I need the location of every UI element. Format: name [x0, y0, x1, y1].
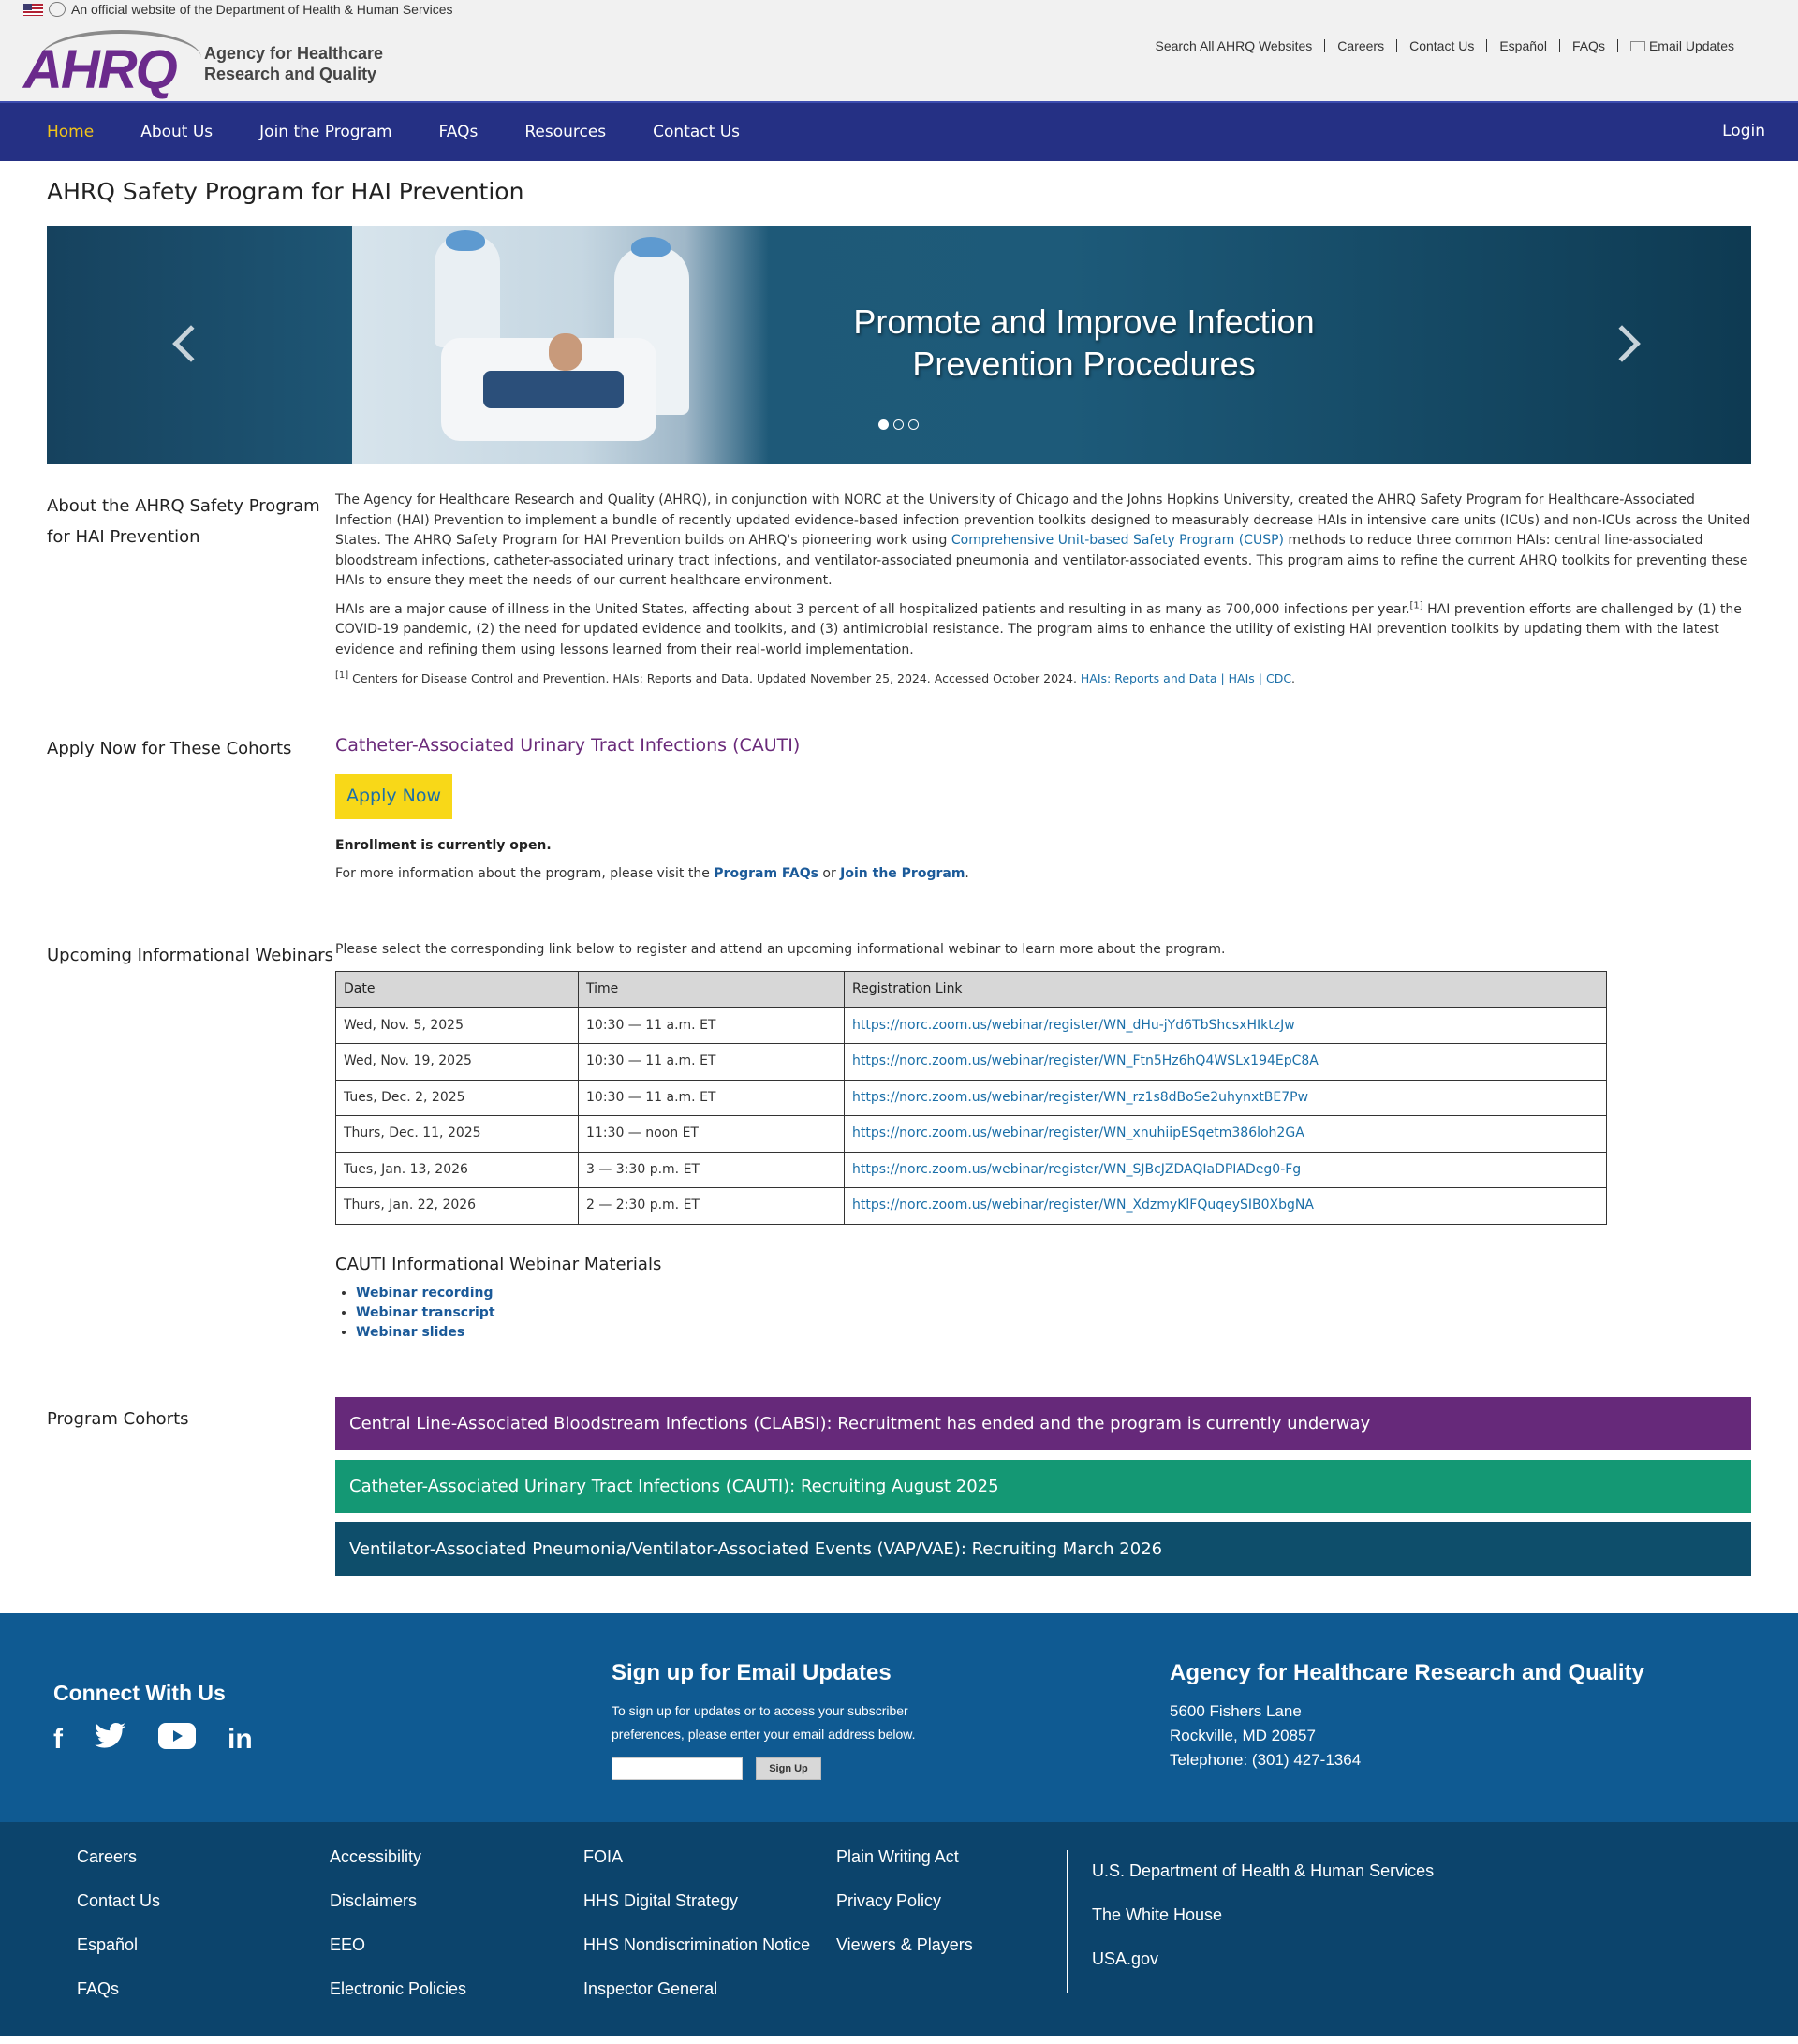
- enrollment-status: Enrollment is currently open.: [335, 837, 552, 853]
- table-row: [336, 1080, 1607, 1116]
- webinars-section: [47, 940, 1751, 1344]
- webinar-date: Thurs, Dec. 11, 2025: [336, 1116, 579, 1153]
- email-updates-label: Email Updates: [1648, 38, 1734, 53]
- telephone: Telephone: (301) 427-1364: [1170, 1751, 1362, 1769]
- logo-text: AHRQ: [23, 39, 176, 100]
- column-header-date: Date: [336, 972, 579, 1008]
- cohort-bar-clabsi[interactable]: Central Line-Associated Bloodstream Infections (CLABSI): Recruitment has ended and the program is currently underway: [335, 1397, 1751, 1450]
- more-info-before: For more information about the program, please visit the: [335, 866, 715, 881]
- footer-link-electronic-policies[interactable]: Electronic Policies: [330, 1979, 467, 1998]
- nav-join-program[interactable]: Join the Program: [259, 123, 392, 141]
- webinar-date: Wed, Nov. 19, 2025: [336, 1044, 579, 1081]
- nav-faqs[interactable]: FAQs: [438, 123, 479, 141]
- footer-link-contact[interactable]: Contact Us: [77, 1891, 161, 1910]
- about-paragraph-2: [335, 600, 1751, 661]
- us-flag-icon: [23, 4, 43, 16]
- about-p2-text-end: HAI prevention efforts are challenged by (1) the COVID-19 pandemic, (2) the need for updated evidence and toolkits, and (3) antimicrobial resistance. The program aims to enhance the utility of existing HAI prevention toolkits by updating them with the latest evidence and refining them using lessons learned from their real-world implementation.: [335, 601, 1742, 657]
- ahrq-logo[interactable]: [23, 28, 384, 100]
- nav-home[interactable]: Home: [47, 123, 95, 141]
- agency-contact: [1170, 1660, 1644, 1772]
- carousel-indicators: [878, 419, 919, 430]
- cohorts-content: [335, 1397, 1751, 1585]
- footnote-ref[interactable]: [1]: [1409, 599, 1423, 610]
- hero-figure: [435, 235, 500, 347]
- about-p1-text-end: methods to reduce three common HAIs: central line-associated bloodstream infections, catheter-associated urinary tract infections, and ventilator-associated pneumonia and ventilator-associated events. This program aims to refine the current AHRQ toolkits for preventing these HAIs to ensure they meet the needs of our current healthcare environment.: [335, 533, 1748, 588]
- list-item: [356, 1284, 1751, 1303]
- util-link-contact[interactable]: Contact Us: [1396, 39, 1486, 52]
- footer-link-usa-gov[interactable]: USA.gov: [1092, 1949, 1159, 1968]
- table-row: [336, 1044, 1607, 1081]
- nav-about-us[interactable]: About Us: [140, 123, 214, 141]
- webinar-date: Wed, Nov. 5, 2025: [336, 1007, 579, 1044]
- connect-section: [53, 1681, 253, 1757]
- cusp-link[interactable]: Comprehensive Unit-based Safety Program (CUSP): [951, 533, 1284, 548]
- program-faqs-link[interactable]: Program FAQs: [714, 866, 818, 881]
- utility-nav: [1142, 39, 1746, 52]
- util-link-faqs[interactable]: FAQs: [1559, 39, 1617, 52]
- list-item: [356, 1323, 1751, 1343]
- apply-content: [335, 733, 1751, 893]
- registration-link[interactable]: https://norc.zoom.us/webinar/register/WN_rz1s8dBoSe2uhynxtBE7Pw: [852, 1089, 1309, 1105]
- webinar-time: 3 — 3:30 p.m. ET: [579, 1152, 845, 1188]
- cohort-bar-cauti[interactable]: Catheter-Associated Urinary Tract Infections (CAUTI): Recruiting August 2025: [335, 1460, 1751, 1513]
- table-row: [336, 1152, 1607, 1188]
- twitter-icon[interactable]: [95, 1723, 126, 1757]
- signup-text: To sign up for updates or to access your subscriber preferences, please enter your email address below.: [612, 1703, 916, 1742]
- facebook-icon[interactable]: f: [53, 1724, 63, 1755]
- envelope-icon: [1630, 41, 1645, 51]
- social-links: [53, 1723, 253, 1757]
- about-paragraph-1: [335, 491, 1751, 592]
- cdc-link[interactable]: HAIs: Reports and Data | HAIs | CDC: [1080, 671, 1292, 685]
- carousel-next-icon[interactable]: [1603, 325, 1641, 362]
- hero-caption-line-1: Promote and Improve Infection: [853, 302, 1315, 341]
- agency-line-2: Research and Quality: [204, 65, 377, 83]
- footer-link-faqs[interactable]: FAQs: [77, 1979, 120, 1998]
- footer-link-inspector-general[interactable]: Inspector General: [583, 1979, 718, 1998]
- footer-link-hhs-digital[interactable]: HHS Digital Strategy: [583, 1891, 739, 1910]
- footer-link-privacy[interactable]: Privacy Policy: [836, 1891, 942, 1910]
- more-info-or: or: [818, 866, 841, 881]
- util-link-email-updates[interactable]: [1617, 39, 1746, 52]
- join-program-link[interactable]: Join the Program: [840, 866, 965, 881]
- util-link-espanol[interactable]: Español: [1486, 39, 1559, 52]
- ahrq-logo-mark: [23, 28, 187, 100]
- footer-column-2: [330, 1846, 466, 1999]
- footer-link-plain-writing[interactable]: Plain Writing Act: [836, 1847, 959, 1866]
- footer-column-1: [77, 1846, 160, 1999]
- agency-name: [204, 43, 383, 84]
- materials-list: [335, 1284, 1751, 1343]
- signup-title: Sign up for Email Updates: [612, 1660, 892, 1685]
- more-info-text: [335, 864, 1751, 885]
- footer-link-eeo[interactable]: EEO: [330, 1935, 366, 1954]
- cohort-bar-vap-vae[interactable]: Ventilator-Associated Pneumonia/Ventilator-Associated Events (VAP/VAE): Recruiting March 2026: [335, 1522, 1751, 1576]
- webinar-slides-link[interactable]: Webinar slides: [356, 1325, 465, 1340]
- table-row: [336, 1007, 1607, 1044]
- about-section: [47, 491, 1751, 698]
- footer-link-viewers[interactable]: Viewers & Players: [836, 1935, 973, 1954]
- more-info-end: .: [965, 866, 969, 881]
- agency-footer-title: Agency for Healthcare Research and Quality: [1170, 1660, 1644, 1685]
- youtube-shape: [158, 1723, 196, 1749]
- twitter-bird-shape: [95, 1723, 126, 1749]
- webinar-time: 2 — 2:30 p.m. ET: [579, 1188, 845, 1225]
- footer-link-accessibility[interactable]: Accessibility: [330, 1847, 422, 1866]
- materials-title: CAUTI Informational Webinar Materials: [335, 1254, 662, 1274]
- webinars-intro: Please select the corresponding link below to register and attend an upcoming informational webinar to learn more about the program.: [335, 941, 1226, 957]
- webinar-time: 10:30 — 11 a.m. ET: [579, 1007, 845, 1044]
- footer-divider: [1067, 1850, 1068, 1993]
- footer-link-disclaimers[interactable]: Disclaimers: [330, 1891, 418, 1910]
- table-header-row: [336, 972, 1607, 1008]
- signup-form: [612, 1757, 930, 1780]
- webinars-content: [335, 940, 1751, 1344]
- footer-link-hhs[interactable]: U.S. Department of Health & Human Services: [1092, 1861, 1435, 1880]
- youtube-icon[interactable]: [158, 1723, 196, 1757]
- column-header-time: Time: [579, 972, 845, 1008]
- nav-resources[interactable]: Resources: [524, 123, 607, 141]
- column-header-link: Registration Link: [845, 972, 1607, 1008]
- site-header: [0, 0, 1798, 101]
- hero-figure: [483, 371, 624, 408]
- webinar-link-cell: [845, 1044, 1607, 1081]
- footnote-text: Centers for Disease Control and Prevention. HAIs: Reports and Data. Updated November 25, 2024. Accessed October 2024.: [348, 671, 1081, 685]
- registration-link[interactable]: https://norc.zoom.us/webinar/register/WN_dHu-jYd6TbShcsxHIktzJw: [852, 1017, 1295, 1033]
- footer-column-3: [583, 1846, 810, 1999]
- footer-link-white-house[interactable]: The White House: [1092, 1905, 1223, 1924]
- footer-link-nondiscrimination[interactable]: HHS Nondiscrimination Notice: [583, 1935, 811, 1954]
- hhs-logo-icon: [49, 2, 66, 17]
- site-footer: [0, 1613, 1798, 2036]
- agency-line-1: Agency for Healthcare: [204, 44, 384, 63]
- webinar-table: [335, 971, 1607, 1225]
- webinar-time: 11:30 — noon ET: [579, 1116, 845, 1153]
- about-content: [335, 491, 1751, 698]
- sign-up-button[interactable]: Sign Up: [756, 1757, 821, 1780]
- hero-figure: [446, 230, 485, 251]
- table-row: [336, 1188, 1607, 1225]
- footer-link-careers[interactable]: Careers: [77, 1847, 138, 1866]
- carousel-dot-1[interactable]: [878, 419, 889, 430]
- connect-title: Connect With Us: [53, 1681, 226, 1705]
- cohorts-section: [47, 1397, 1751, 1585]
- linkedin-icon[interactable]: in: [228, 1724, 253, 1755]
- webinar-link-cell: [845, 1080, 1607, 1116]
- registration-link[interactable]: https://norc.zoom.us/webinar/register/WN_XdzmyKlFQuqeySIB0XbgNA: [852, 1198, 1314, 1213]
- about-p1-text: The Agency for Healthcare Research and Quality (AHRQ), in conjunction with NORC at the University of Chicago and the Johns Hopkins University, created the AHRQ Safety Program for Healthcare-Associated Infection (HAI) Prevention to implement a bundle of recently updated evidence-based infection prevention toolkits designed to measurably decrease HAIs in intensive care units (ICUs) and non-ICUs across the United States. The AHRQ Safety Program for HAI Prevention builds on AHRQ's pioneering work using: [335, 493, 1751, 548]
- hero-figure: [631, 237, 671, 257]
- carousel-dot-2[interactable]: [893, 419, 904, 430]
- official-text: An official website of the Department of Health & Human Services: [71, 2, 453, 17]
- main-content: [0, 178, 1798, 1585]
- webinar-recording-link[interactable]: Webinar recording: [356, 1286, 494, 1301]
- footer-link-foia[interactable]: FOIA: [583, 1847, 624, 1866]
- nav-contact-us[interactable]: Contact Us: [653, 123, 741, 141]
- webinars-label: Upcoming Informational Webinars: [47, 945, 334, 965]
- util-link-careers[interactable]: Careers: [1324, 39, 1396, 52]
- registration-link[interactable]: https://norc.zoom.us/webinar/register/WN_SJBcJZDAQIaDPIADeg0-Fg: [852, 1161, 1302, 1177]
- carousel-dot-3[interactable]: [908, 419, 919, 430]
- table-row: [336, 1116, 1607, 1153]
- apply-section: [47, 733, 1751, 893]
- footer-column-5: [1092, 1860, 1434, 1969]
- webinar-date: Tues, Dec. 2, 2025: [336, 1080, 579, 1116]
- footer-bottom: [0, 1822, 1798, 2036]
- about-label: About the AHRQ Safety Program for HAI Prevention: [47, 496, 320, 547]
- hero-caption-line-2: Prevention Procedures: [912, 345, 1256, 383]
- main-nav: [0, 101, 1798, 161]
- address-line-1: 5600 Fishers Lane: [1170, 1702, 1302, 1720]
- list-item: [356, 1303, 1751, 1323]
- footer-column-4: [836, 1846, 973, 1955]
- email-input[interactable]: [612, 1757, 743, 1780]
- email-signup-section: [612, 1660, 930, 1780]
- hero-caption: [768, 301, 1400, 385]
- webinar-link-cell: [845, 1188, 1607, 1225]
- footnote: [335, 669, 1751, 689]
- footnote-marker: [1]: [335, 669, 349, 681]
- footnote-end: .: [1291, 671, 1296, 685]
- webinar-link-cell: [845, 1152, 1607, 1188]
- apply-label: Apply Now for These Cohorts: [47, 738, 292, 758]
- hero-image: [352, 226, 769, 464]
- about-p2-text: HAIs are a major cause of illness in the United States, affecting about 3 percent of all hospitalized patients and resulting in as many as 700,000 infections per year.: [335, 601, 1410, 617]
- page-title: AHRQ Safety Program for HAI Prevention: [47, 178, 524, 205]
- util-link-search[interactable]: Search All AHRQ Websites: [1155, 38, 1313, 53]
- registration-link[interactable]: https://norc.zoom.us/webinar/register/WN_xnuhiipESqetm386loh2GA: [852, 1125, 1304, 1140]
- carousel-prev-icon[interactable]: [172, 325, 210, 362]
- webinar-link-cell: [845, 1007, 1607, 1044]
- login-link[interactable]: Login: [1722, 122, 1765, 140]
- footer-top: [0, 1613, 1798, 1822]
- webinar-time: 10:30 — 11 a.m. ET: [579, 1080, 845, 1116]
- webinar-date: Thurs, Jan. 22, 2026: [336, 1188, 579, 1225]
- hero-figure: [549, 333, 582, 371]
- webinar-link-cell: [845, 1116, 1607, 1153]
- cohorts-label: Program Cohorts: [47, 1409, 189, 1429]
- footer-link-espanol[interactable]: Español: [77, 1935, 139, 1954]
- address-line-2: Rockville, MD 20857: [1170, 1727, 1316, 1744]
- cauti-heading: Catheter-Associated Urinary Tract Infections (CAUTI): [335, 734, 801, 756]
- webinar-transcript-link[interactable]: Webinar transcript: [356, 1305, 495, 1320]
- apply-now-button[interactable]: Apply Now: [335, 774, 452, 819]
- hero-carousel: [47, 226, 1751, 464]
- registration-link[interactable]: https://norc.zoom.us/webinar/register/WN_Ftn5Hz6hQ4WSLx194EpC8A: [852, 1053, 1319, 1068]
- webinar-date: Tues, Jan. 13, 2026: [336, 1152, 579, 1188]
- official-banner: [23, 2, 453, 17]
- webinar-time: 10:30 — 11 a.m. ET: [579, 1044, 845, 1081]
